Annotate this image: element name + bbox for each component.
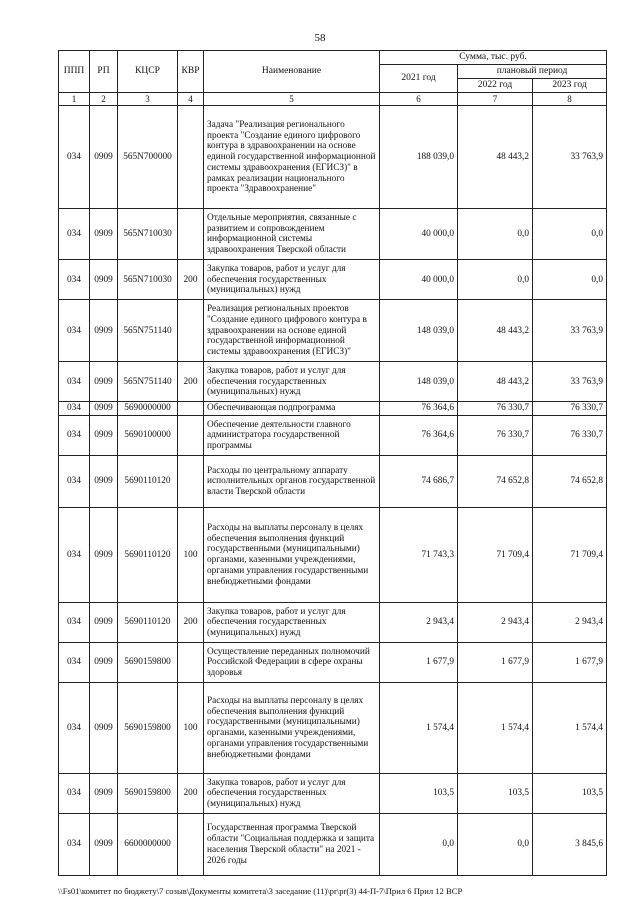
cell-rp: 0909 — [90, 209, 118, 260]
table-row — [59, 643, 607, 683]
cell-2021: 148 039,0 — [380, 362, 458, 402]
cell-2021: 40 000,0 — [380, 260, 458, 300]
cell-kcsr: 5690000000 — [118, 402, 178, 416]
cell-kcsr: 565N710030 — [118, 260, 178, 300]
cell-kcsr: 5690100000 — [118, 416, 178, 456]
cell-kcsr: 565N700000 — [118, 106, 178, 209]
cell-rp: 0909 — [90, 643, 118, 683]
cell-kvr — [178, 814, 204, 876]
cell-2021: 40 000,0 — [380, 209, 458, 260]
cell-2022: 48 443,2 — [458, 106, 533, 209]
cell-name: Закупка товаров, работ и услуг для обеспечения государственных (муниципальных) нужд — [204, 362, 380, 402]
cell-ppp: 034 — [59, 402, 90, 416]
cell-rp: 0909 — [90, 508, 118, 603]
cell-rp: 0909 — [90, 456, 118, 508]
cell-rp: 0909 — [90, 603, 118, 643]
cell-kcsr: 5690110120 — [118, 508, 178, 603]
header-year-2021: 2021 год — [380, 65, 458, 93]
cell-2022: 1 677,9 — [458, 643, 533, 683]
page-number: 58 — [314, 32, 326, 44]
cell-2021: 1 677,9 — [380, 643, 458, 683]
cell-2022: 103,5 — [458, 774, 533, 814]
cell-ppp: 034 — [59, 106, 90, 209]
cell-2023: 74 652,8 — [533, 456, 607, 508]
cell-rp: 0909 — [90, 774, 118, 814]
cell-2023: 0,0 — [533, 260, 607, 300]
cell-rp: 0909 — [90, 416, 118, 456]
cell-ppp: 034 — [59, 416, 90, 456]
cell-2022: 2 943,4 — [458, 603, 533, 643]
cell-kvr — [178, 416, 204, 456]
cell-2021: 74 686,7 — [380, 456, 458, 508]
cell-name: Расходы на выплаты персоналу в целях обеспечения выполнения функций государственными (муниципальными) органами, казенными учреждениями, органами управления государственными внебюджетными фондами — [204, 683, 380, 774]
table-row — [59, 209, 607, 260]
column-number: 3 — [118, 93, 178, 106]
table-row — [59, 603, 607, 643]
cell-kvr — [178, 643, 204, 683]
cell-2023: 2 943,4 — [533, 603, 607, 643]
column-number: 1 — [59, 93, 90, 106]
column-number: 7 — [458, 93, 533, 106]
cell-kvr: 100 — [178, 683, 204, 774]
cell-ppp: 034 — [59, 362, 90, 402]
cell-kvr: 200 — [178, 603, 204, 643]
table-row — [59, 456, 607, 508]
header-kvr: КВР — [178, 51, 204, 93]
cell-2022: 76 330,7 — [458, 416, 533, 456]
cell-kvr: 200 — [178, 774, 204, 814]
cell-2022: 0,0 — [458, 814, 533, 876]
cell-2021: 148 039,0 — [380, 300, 458, 362]
cell-2021: 1 574,4 — [380, 683, 458, 774]
cell-rp: 0909 — [90, 362, 118, 402]
cell-name: Государственная программа Тверской области "Социальная поддержка и защита населения Тверской области" на 2021 - 2026 годы — [204, 814, 380, 876]
cell-2022: 48 443,2 — [458, 300, 533, 362]
cell-2023: 76 330,7 — [533, 402, 607, 416]
cell-kvr — [178, 209, 204, 260]
cell-2022: 48 443,2 — [458, 362, 533, 402]
table-row — [59, 416, 607, 456]
cell-name: Обеспечение деятельности главного администратора государственной программы — [204, 416, 380, 456]
cell-2023: 76 330,7 — [533, 416, 607, 456]
cell-ppp: 034 — [59, 260, 90, 300]
table-row — [59, 814, 607, 876]
cell-name: Расходы на выплаты персоналу в целях обеспечения выполнения функций государственными (муниципальными) органами, казенными учреждениями, органами управления государственными внебюджетными фондами — [204, 508, 380, 603]
cell-2022: 71 709,4 — [458, 508, 533, 603]
column-number: 5 — [204, 93, 380, 106]
cell-name: Задача "Реализация регионального проекта "Создание единого цифрового контура в здравоохранении на основе единой государственной информационной системы здравоохранения (ЕГИСЗ)" в рамках реализации национального проекта "Здравоохранение" — [204, 106, 380, 209]
cell-kcsr: 565N751140 — [118, 300, 178, 362]
cell-name: Закупка товаров, работ и услуг для обеспечения государственных (муниципальных) нужд — [204, 603, 380, 643]
cell-ppp: 034 — [59, 209, 90, 260]
cell-name: Отдельные мероприятия, связанные с развитием и сопровождением информационной системы здравоохранения Тверской области — [204, 209, 380, 260]
cell-2023: 1 574,4 — [533, 683, 607, 774]
cell-2023: 0,0 — [533, 209, 607, 260]
header-rp: РП — [90, 51, 118, 93]
header-year-2022: 2022 год — [458, 79, 533, 93]
table-row — [59, 508, 607, 603]
cell-2021: 71 743,3 — [380, 508, 458, 603]
cell-2021: 103,5 — [380, 774, 458, 814]
cell-2023: 71 709,4 — [533, 508, 607, 603]
cell-ppp: 034 — [59, 603, 90, 643]
cell-2023: 3 845,6 — [533, 814, 607, 876]
cell-kcsr: 5690159800 — [118, 643, 178, 683]
column-number: 2 — [90, 93, 118, 106]
cell-2021: 2 943,4 — [380, 603, 458, 643]
cell-name: Реализация региональных проектов "Создание единого цифрового контура в здравоохранении на основе единой государственной информационной системы здравоохранения (ЕГИСЗ)" — [204, 300, 380, 362]
cell-2023: 103,5 — [533, 774, 607, 814]
table-row — [59, 683, 607, 774]
header-year-2023: 2023 год — [533, 79, 607, 93]
cell-2021: 0,0 — [380, 814, 458, 876]
cell-2022: 0,0 — [458, 260, 533, 300]
cell-2023: 33 763,9 — [533, 362, 607, 402]
cell-ppp: 034 — [59, 508, 90, 603]
header-kcsr: КЦСР — [118, 51, 178, 93]
cell-rp: 0909 — [90, 402, 118, 416]
cell-kcsr: 5690159800 — [118, 774, 178, 814]
column-number: 6 — [380, 93, 458, 106]
header-planned-period: плановый период — [458, 65, 607, 79]
cell-2022: 76 330,7 — [458, 402, 533, 416]
cell-2021: 76 364,6 — [380, 402, 458, 416]
table-row — [59, 362, 607, 402]
table-row — [59, 300, 607, 362]
cell-2023: 1 677,9 — [533, 643, 607, 683]
header-sum: Сумма, тыс. руб. — [380, 51, 607, 65]
column-number: 8 — [533, 93, 607, 106]
cell-kvr: 200 — [178, 362, 204, 402]
cell-ppp: 034 — [59, 643, 90, 683]
cell-rp: 0909 — [90, 683, 118, 774]
cell-rp: 0909 — [90, 260, 118, 300]
cell-2023: 33 763,9 — [533, 106, 607, 209]
cell-ppp: 034 — [59, 456, 90, 508]
column-number: 4 — [178, 93, 204, 106]
cell-kcsr: 565N751140 — [118, 362, 178, 402]
cell-name: Расходы по центральному аппарату исполнительных органов государственной власти Тверской области — [204, 456, 380, 508]
cell-name: Осуществление переданных полномочий Российской Федерации в сфере охраны здоровья — [204, 643, 380, 683]
header-ppp: ППП — [59, 51, 90, 93]
table-row — [59, 106, 607, 209]
cell-2021: 188 039,0 — [380, 106, 458, 209]
cell-name: Закупка товаров, работ и услуг для обеспечения государственных (муниципальных) нужд — [204, 260, 380, 300]
cell-2021: 76 364,6 — [380, 416, 458, 456]
cell-kvr — [178, 300, 204, 362]
cell-name: Закупка товаров, работ и услуг для обеспечения государственных (муниципальных) нужд — [204, 774, 380, 814]
cell-ppp: 034 — [59, 814, 90, 876]
budget-table — [58, 50, 607, 876]
cell-kcsr: 5690110120 — [118, 456, 178, 508]
table-row — [59, 774, 607, 814]
cell-kcsr: 5690159800 — [118, 683, 178, 774]
cell-ppp: 034 — [59, 300, 90, 362]
cell-name: Обеспечивающая подпрограмма — [204, 402, 380, 416]
cell-2023: 33 763,9 — [533, 300, 607, 362]
cell-rp: 0909 — [90, 814, 118, 876]
cell-kvr: 200 — [178, 260, 204, 300]
table-row — [59, 260, 607, 300]
cell-kcsr: 5690110120 — [118, 603, 178, 643]
cell-kvr — [178, 402, 204, 416]
cell-ppp: 034 — [59, 683, 90, 774]
footer-file-path: \\Fs01\комитет по бюджету\7 созыв\Документы комитета\3 заседание (11)\pr\pr(3) 44-П-7\Прил 6 Прил 12 ВСР — [58, 886, 463, 896]
cell-kvr — [178, 106, 204, 209]
cell-2022: 0,0 — [458, 209, 533, 260]
cell-ppp: 034 — [59, 774, 90, 814]
column-numbers-row — [59, 93, 607, 106]
cell-2022: 1 574,4 — [458, 683, 533, 774]
table-row — [59, 402, 607, 416]
cell-kvr — [178, 456, 204, 508]
cell-2022: 74 652,8 — [458, 456, 533, 508]
cell-kcsr: 6600000000 — [118, 814, 178, 876]
cell-kvr: 100 — [178, 508, 204, 603]
header-name: Наименование — [204, 51, 380, 93]
cell-kcsr: 565N710030 — [118, 209, 178, 260]
cell-rp: 0909 — [90, 106, 118, 209]
cell-rp: 0909 — [90, 300, 118, 362]
